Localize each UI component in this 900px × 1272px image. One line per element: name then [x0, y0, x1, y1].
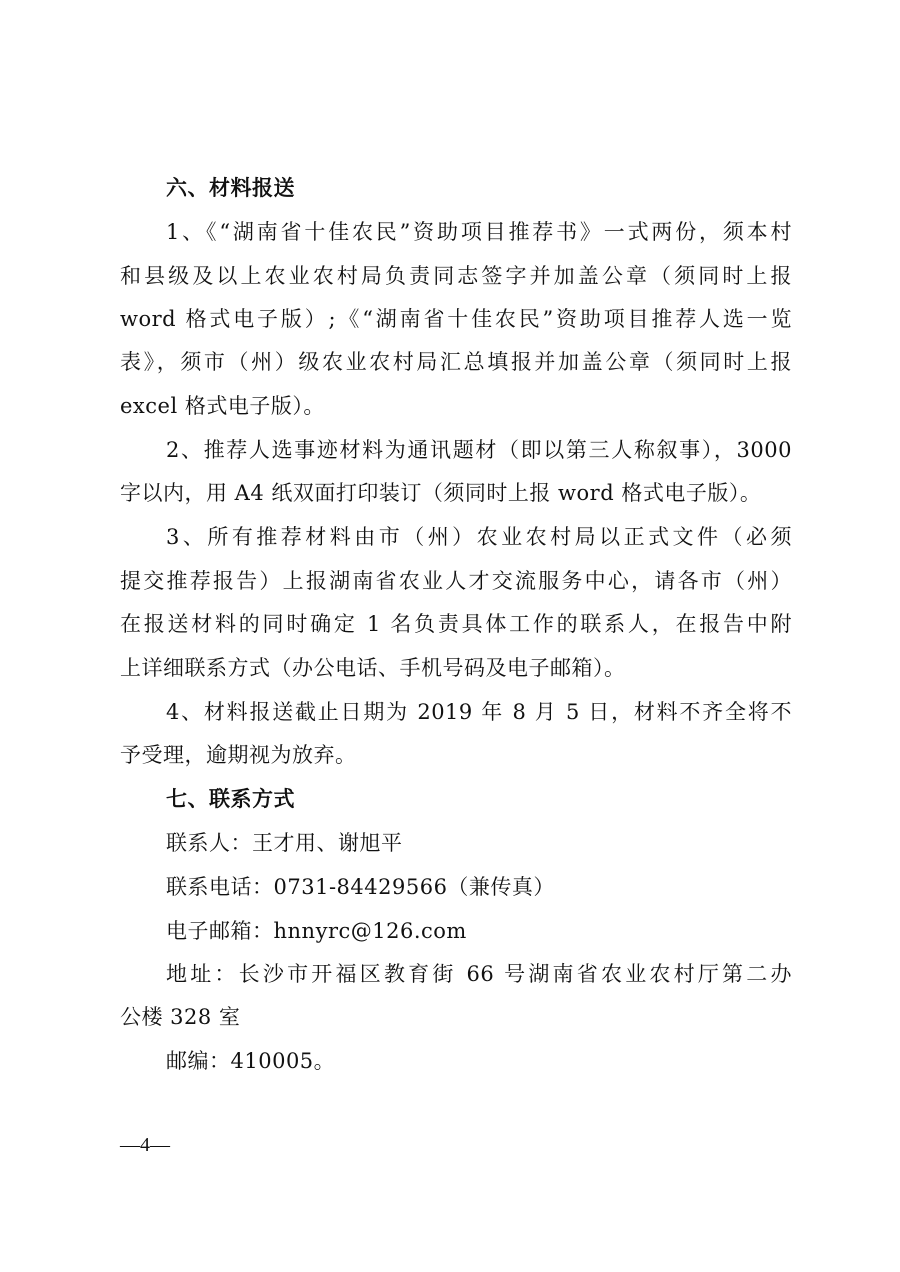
- item2-line1: 2、推荐人选事迹材料为通讯题材（即以第三人称叙事），3000: [166, 438, 792, 462]
- item3-line4: 上详细联系方式（办公电话、手机号码及电子邮箱）。: [120, 656, 626, 680]
- item1-line3: word 格式电子版）;《“湖南省十佳农民”资助项目推荐人选一览: [120, 307, 792, 331]
- item2-line2: 字以内，用 A4 纸双面打印装订（须同时上报 word 格式电子版）。: [120, 481, 762, 505]
- section-seven-heading: 七、联系方式: [166, 787, 295, 811]
- postcode: 邮编：410005。: [166, 1049, 336, 1073]
- item3-line1: 3、所有推荐材料由市（州）农业农村局以正式文件（必须: [166, 525, 792, 549]
- contact-email: 电子邮箱：hnnyrc@126.com: [166, 919, 467, 943]
- page-number: —4—: [120, 1134, 170, 1156]
- address-line2: 公楼 328 室: [120, 1005, 241, 1029]
- contact-phone: 联系电话：0731-84429566（兼传真）: [166, 875, 555, 899]
- item1-line1: 1、《“湖南省十佳农民”资助项目推荐书》一式两份，须本村: [166, 220, 792, 244]
- address-line1: 地址：长沙市开福区教育街 66 号湖南省农业农村厅第二办: [166, 962, 792, 986]
- section-six-heading: 六、材料报送: [166, 176, 295, 200]
- item3-line2: 提交推荐报告）上报湖南省农业人才交流服务中心，请各市（州）: [120, 569, 792, 593]
- item4-line1: 4、材料报送截止日期为 2019 年 8 月 5 日，材料不齐全将不: [166, 700, 792, 724]
- item3-line3: 在报送材料的同时确定 1 名负责具体工作的联系人，在报告中附: [120, 612, 792, 636]
- item4-line2: 予受理，逾期视为放弃。: [120, 743, 357, 767]
- item1-line4: 表》，须市（州）级农业农村局汇总填报并加盖公章（须同时上报: [120, 350, 792, 374]
- contact-person: 联系人：王才用、谢旭平: [166, 831, 403, 855]
- item1-line5: excel 格式电子版）。: [120, 394, 325, 418]
- item1-line2: 和县级及以上农业农村局负责同志签字并加盖公章（须同时上报: [120, 264, 792, 288]
